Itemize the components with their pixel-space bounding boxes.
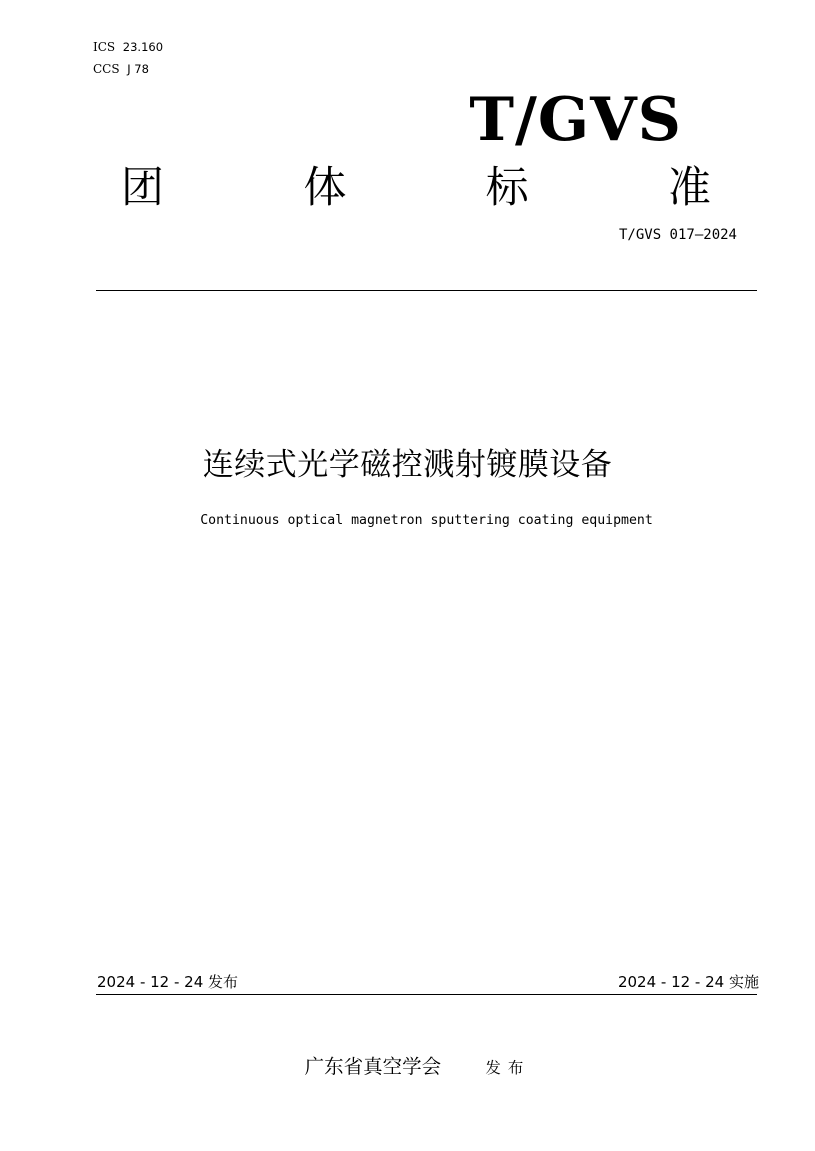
- implementation-date: [618, 972, 759, 992]
- issue-date-value: 2024 - 12 - 24: [97, 973, 204, 991]
- ics-classification: [93, 40, 163, 54]
- ccs-classification: [93, 62, 149, 76]
- standard-type-char: 准: [667, 163, 711, 213]
- implementation-date-label: 实施: [728, 973, 759, 991]
- bottom-divider: [96, 994, 757, 995]
- ccs-code: J 78: [127, 62, 149, 76]
- ics-code: 23.160: [122, 40, 164, 54]
- top-divider: [96, 290, 757, 291]
- implementation-date-value: 2024 - 12 - 24: [617, 973, 725, 991]
- document-title-en: Continuous optical magnetron sputtering coating equipment: [200, 513, 653, 528]
- issue-date-label: 发布: [208, 973, 239, 991]
- standard-type-char: 标: [485, 163, 529, 213]
- document-title-zh: 连续式光学磁控溅射镀膜设备: [202, 447, 613, 483]
- standard-type: [121, 160, 711, 216]
- ccs-label: CCS: [93, 62, 120, 76]
- publisher: [0, 1053, 815, 1082]
- standard-number: T/GVS 017—2024: [618, 227, 737, 243]
- ics-label: ICS: [93, 40, 116, 54]
- standard-type-char: 体: [303, 163, 347, 213]
- standard-type-char: 团: [121, 163, 164, 213]
- standard-logo: T/GVS: [469, 85, 682, 155]
- publisher-name: 广东省真空学会: [304, 1055, 442, 1078]
- issue-date: [97, 972, 238, 992]
- publisher-label: 发布: [485, 1059, 531, 1077]
